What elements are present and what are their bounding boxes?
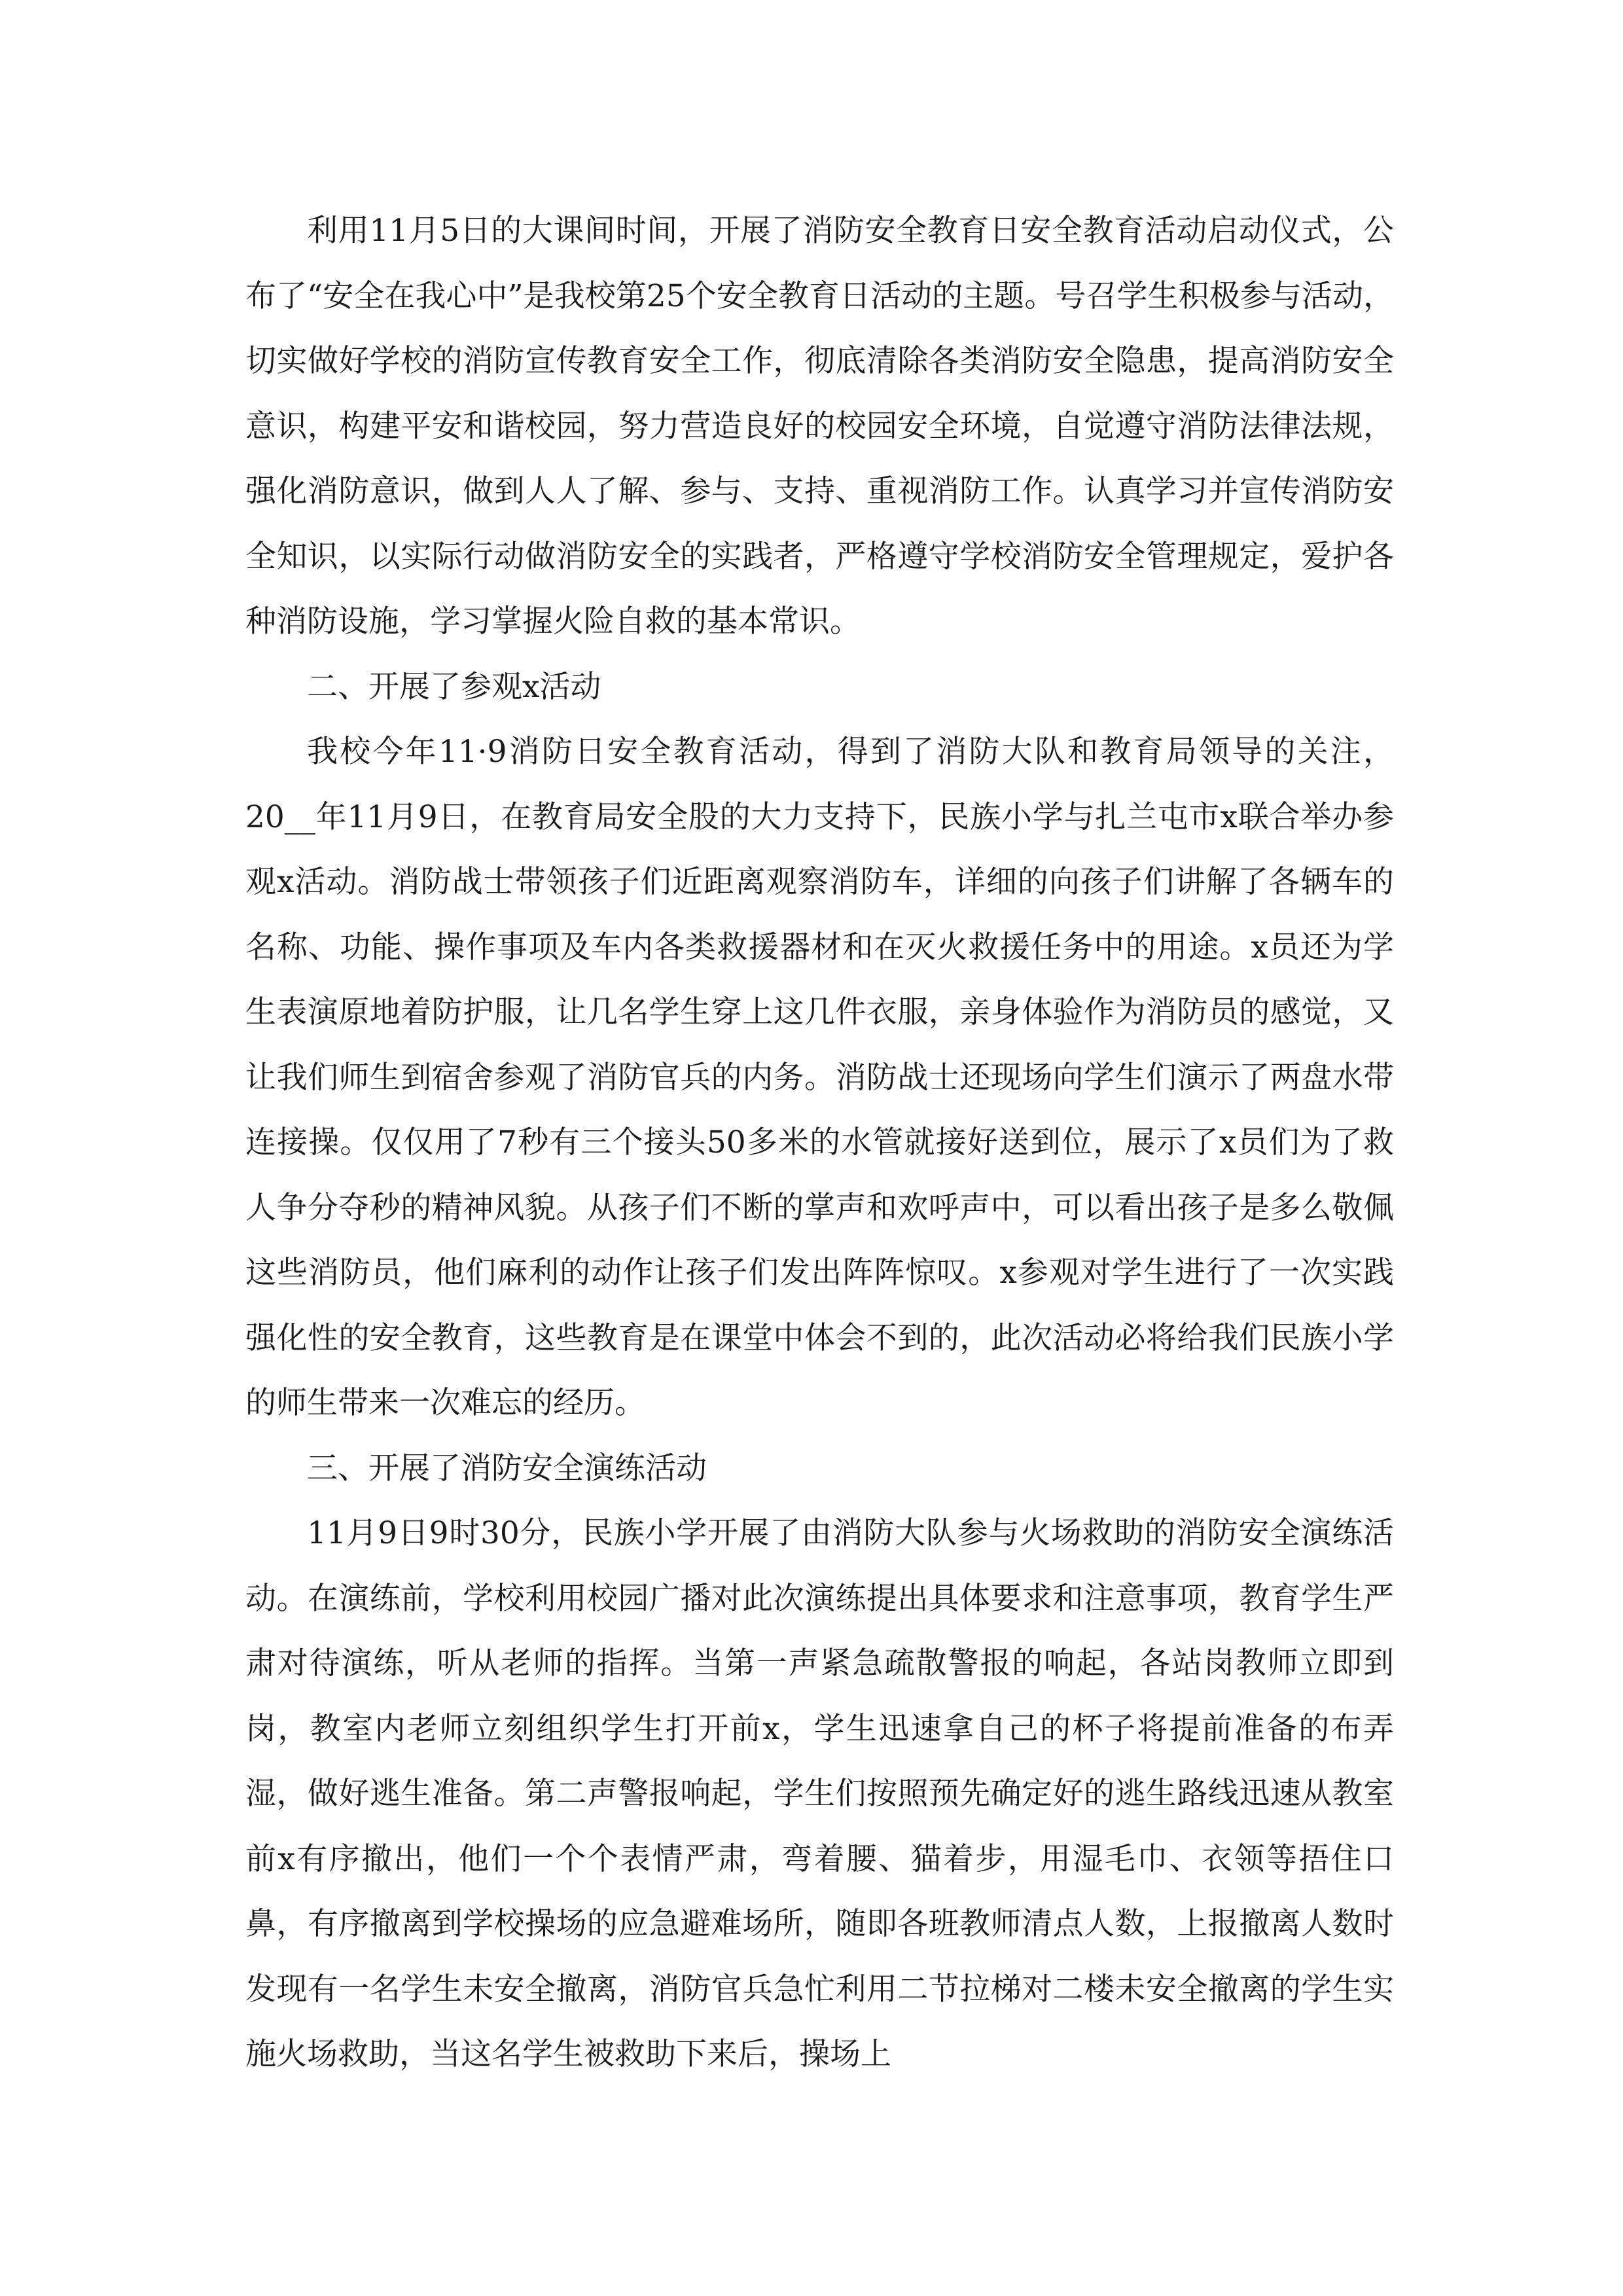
section-heading-drill: 三、开展了消防安全演练活动 bbox=[307, 1450, 707, 1486]
paragraph-visit-activity: 我校今年11·9消防日安全教育活动，得到了消防大队和教育局领导的关注，20__年11月9日，在教育局安全股的大力支持下，民族小学与扎兰屯市x联合举办参观x活动。消防战士带领孩子们近距离观察消防车，详细的向孩子们讲解了各辆车的名称、功能、操作事项及车内各类救援器材和在灭火救援任务中的用途。x员还为学生表演原地着防护服，让几名学生穿上这几件衣服，亲身体验作为消防员的感觉，又让我们师生到宿舍参观了消防官兵的内务。消防战士还现场向学生们演示了两盘水带连接操。仅仅用了7秒有三个接头50多米的水管就接好送到位，展示了x员们为了救人争分夺秒的精神风貌。从孩子们不断的掌声和欢呼声中，可以看出孩子是多么敬佩这些消防员，他们麻利的动作让孩子们发出阵阵惊叹。x参观对学生进行了一次实践强化性的安全教育，这些教育是在课堂中体会不到的，此次活动必将给我们民族小学的师生带来一次难忘的经历。 bbox=[245, 734, 1394, 1421]
document-body bbox=[245, 198, 1394, 2087]
section-heading-visit: 二、开展了参观x活动 bbox=[307, 668, 601, 705]
paragraph-opening-ceremony: 利用11月5日的大课间时间，开展了消防安全教育日安全教育活动启动仪式，公布了“安全在我心中”是我校第25个安全教育日活动的主题。号召学生积极参与活动，切实做好学校的消防宣传教育安全工作，彻底清除各类消防安全隐患，提高消防安全意识，构建平安和谐校园，努力营造良好的校园安全环境，自觉遵守消防法律法规，强化消防意识，做到人人了解、参与、支持、重视消防工作。认真学习并宣传消防安全知识，以实际行动做消防安全的实践者，严格遵守学校消防安全管理规定，爱护各种消防设施，学习掌握火险自救的基本常识。 bbox=[245, 213, 1394, 639]
paragraph-fire-drill: 11月9日9时30分，民族小学开展了由消防大队参与火场救助的消防安全演练活动。在演练前，学校利用校园广播对此次演练提出具体要求和注意事项，教育学生严肃对待演练，听从老师的指挥。当第一声紧急疏散警报的响起，各站岗教师立即到岗，教室内老师立刻组织学生打开前x，学生迅速拿自己的杯子将提前准备的布弄湿，做好逃生准备。第二声警报响起，学生们按照预先确定好的逃生路线迅速从教室前x有序撤出，他们一个个表情严肃，弯着腰、猫着步，用湿毛巾、衣领等捂住口鼻，有序撤离到学校操场的应急避难场所，随即各班教师清点人数，上报撤离人数时发现有一名学生未安全撤离，消防官兵急忙利用二节拉梯对二楼未安全撤离的学生实施火场救助，当这名学生被救助下来后，操场上 bbox=[245, 1515, 1394, 2072]
